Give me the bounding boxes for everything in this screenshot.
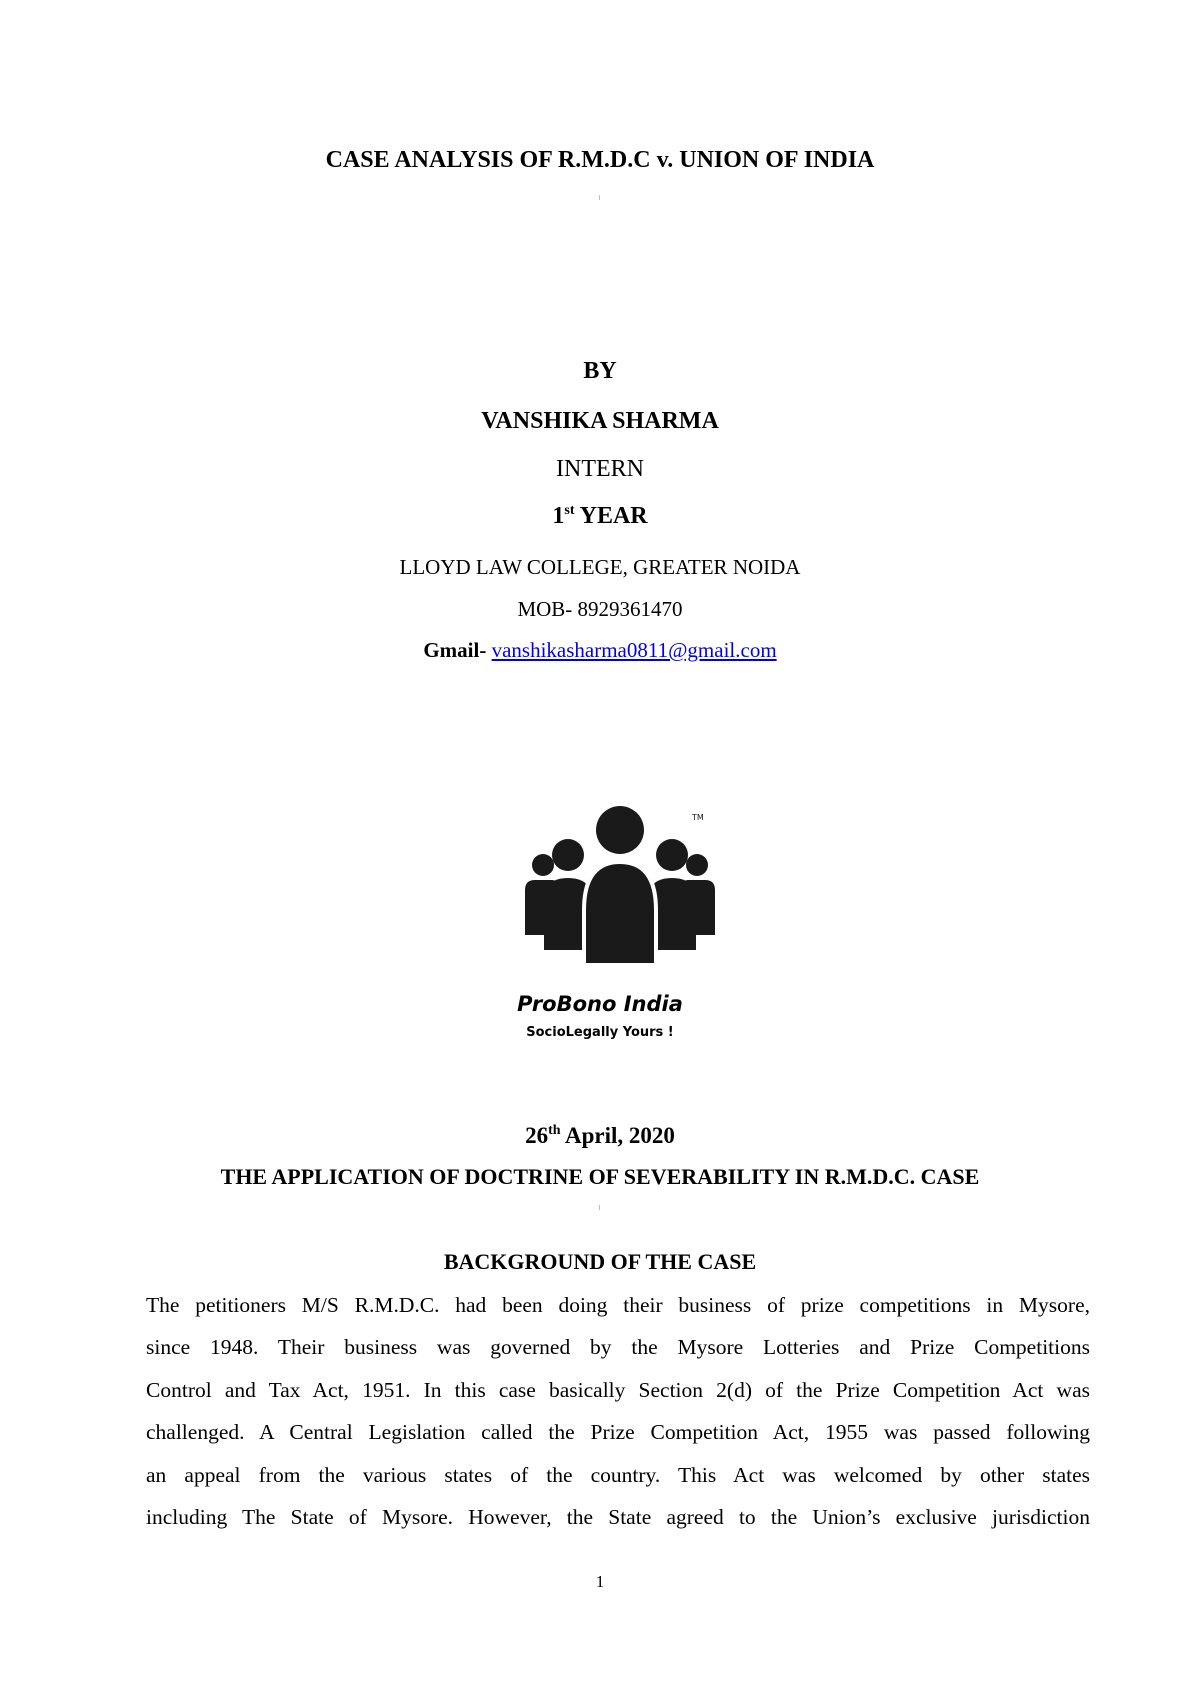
- byline-by: BY: [583, 358, 617, 384]
- page-number: 1: [595, 1572, 605, 1591]
- author-role: INTERN: [556, 456, 644, 482]
- paragraph-line: Control and Tax Act, 1951. In this case basically Section 2(d) of the Prize Competition Act was: [146, 1377, 1090, 1402]
- paragraph-line: The petitioners M/S R.M.D.C. had been doing their business of prize competitions in Mysore,: [146, 1293, 1090, 1317]
- paragraph-line: an appeal from the various states of the country. This Act was welcomed by other states: [146, 1462, 1090, 1487]
- mobile-number: MOB- 8929361470: [517, 597, 683, 621]
- college-name: LLOYD LAW COLLEGE, GREATER NOIDA: [399, 555, 801, 579]
- background-paragraph: [146, 1284, 1090, 1538]
- email-link[interactable]: vanshikasharma0811@gmail.com: [491, 638, 777, 662]
- paragraph-line: since 1948. Their business was governed by the Mysore Lotteries and Prize Competitions: [146, 1335, 1090, 1360]
- gmail-line: [0, 638, 1200, 663]
- section-subheading: THE APPLICATION OF DOCTRINE OF SEVERABILITY IN R.M.D.C. CASE: [220, 1164, 980, 1189]
- document-title: CASE ANALYSIS OF R.M.D.C v. UNION OF INDIA: [325, 147, 875, 173]
- divider-mark: [599, 195, 600, 200]
- divider-mark: [599, 1205, 600, 1210]
- author-name: VANSHIKA SHARMA: [481, 408, 719, 434]
- date-rest: April, 2020: [560, 1123, 675, 1148]
- probono-india-logo-icon: [520, 800, 720, 980]
- paragraph-line: including The State of Mysore. However, the State agreed to the Union’s exclusive jurisdiction: [146, 1505, 1090, 1530]
- logo-brand-name: ProBono India: [517, 992, 683, 1016]
- trademark-mark: TM: [692, 813, 704, 822]
- document-date: [0, 1123, 1200, 1149]
- year-suffix: st: [564, 503, 575, 518]
- background-heading: BACKGROUND OF THE CASE: [443, 1249, 757, 1274]
- date-day: 26: [525, 1123, 549, 1148]
- date-suffix: th: [548, 1123, 561, 1138]
- year-number: 1: [552, 503, 565, 529]
- gmail-label: Gmail-: [423, 638, 492, 662]
- author-year: [0, 503, 1200, 530]
- paragraph-line: challenged. A Central Legislation called the Prize Competition Act, 1955 was passed following: [146, 1420, 1090, 1445]
- logo-tagline: SocioLegally Yours !: [526, 1025, 674, 1040]
- year-word: YEAR: [574, 503, 648, 529]
